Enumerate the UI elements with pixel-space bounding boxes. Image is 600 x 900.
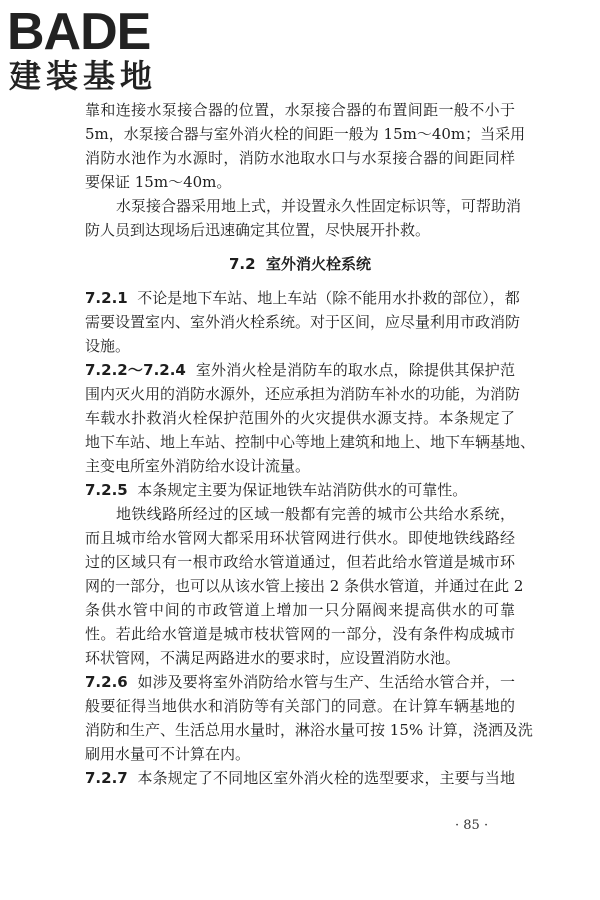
text-line: 环状管网，不满足两路进水的要求时，应设置消防水池。 [85,649,461,667]
text-line: 主变电所室外消防给水设计流量。 [85,457,311,475]
text-line [85,478,515,502]
clause-text: 本条规定主要为保证地铁车站消防供水的可靠性。 [137,481,468,499]
text-line: 性。若此给水管道是城市枝状管网的一部分，没有条件构成城市 [85,625,515,643]
text-line: 围内灭火用的消防水源外，还应承担为消防车补水的功能，为消防 [85,385,521,403]
paragraph-pump-connector-type [85,194,522,242]
clause-number: 7.2.6 [85,673,128,691]
text-line [85,670,515,694]
clause-number: 7.2.5 [85,481,128,499]
text-line [85,766,515,790]
clause-7-2-1 [85,286,521,358]
text-line: 消防水池作为水源时，消防水池取水口与水泵接合器的间距同样 [85,149,515,167]
text-line: 消防和生产、生活总用水量时，淋浴水量可按 15% 计算，浇洒及洗 [85,721,533,739]
document-body [85,98,536,790]
text-line: 网的一部分，也可以从该水管上接出 2 条供水管道，并通过在此 2 [85,577,524,595]
clause-7-2-2-to-7-2-4 [85,358,536,478]
text-line: 需要设置室内、室外消火栓系统。对于区间，应尽量利用市政消防 [85,313,521,331]
section-heading [85,252,515,276]
logo-wordmark: BADE [7,3,151,61]
text-line [85,358,515,382]
clause-text: 不论是地下车站、地上车站（除不能用水扑救的部位），都 [137,289,520,307]
page-number: · 85 · [455,818,489,833]
text-line: 防人员到达现场后迅速确定其位置，尽快展开扑救。 [85,221,431,239]
section-title: 室外消火栓系统 [266,255,372,273]
text-line: 要保证 15m～40m。 [85,173,232,191]
text-line: 刷用水量可不计算在内。 [85,745,251,763]
clause-text: 本条规定了不同地区室外消火栓的选型要求，主要与当地 [137,769,515,787]
clause-text: 如涉及要将室外消防给水管与生产、生活给水管合并，一 [137,673,515,691]
clause-7-2-6 [85,670,533,766]
text-line: 般要征得当地供水和消防等有关部门的同意。在计算车辆基地的 [85,697,515,715]
text-line: 5m，水泵接合器与室外消火栓的间距一般为 15m～40m；当采用 [85,125,526,143]
clause-7-2-5 [85,478,524,670]
text-line: 水泵接合器采用地上式，并设置永久性固定标识等，可帮助消 [116,197,522,215]
text-line: 而且城市给水管网大都采用环状管网进行供水。即使地铁线路经 [85,529,515,547]
bade-logo [5,4,175,96]
text-line: 过的区域只有一根市政给水管道通过，但若此给水管道是城市环 [85,553,515,571]
text-line: 条供水管中间的市政管道上增加一只分隔阀来提高供水的可靠 [85,601,515,619]
text-line [85,286,520,310]
text-line: 设施。 [85,337,131,355]
clause-text: 室外消火栓是消防车的取水点，除提供其保护范 [195,361,515,379]
clause-number: 7.2.7 [85,769,128,787]
text-line: 靠和连接水泵接合器的位置，水泵接合器的布置间距一般不小于 [85,101,515,119]
paragraph-pump-connector-spacing [85,98,526,194]
text-line: 地下车站、地上车站、控制中心等地上建筑和地上、地下车辆基地、 [85,433,536,451]
text-line: 地铁线路所经过的区域一般都有完善的城市公共给水系统， [116,505,515,523]
clause-7-2-7 [85,766,515,790]
text-line: 车载水扑救消火栓保护范围外的火灾提供水源支持。本条规定了 [85,409,515,427]
clause-number: 7.2.2～7.2.4 [85,361,186,379]
clause-number: 7.2.1 [85,289,128,307]
section-number: 7.2 [228,255,256,273]
logo-subtitle: 建装基地 [9,57,158,95]
